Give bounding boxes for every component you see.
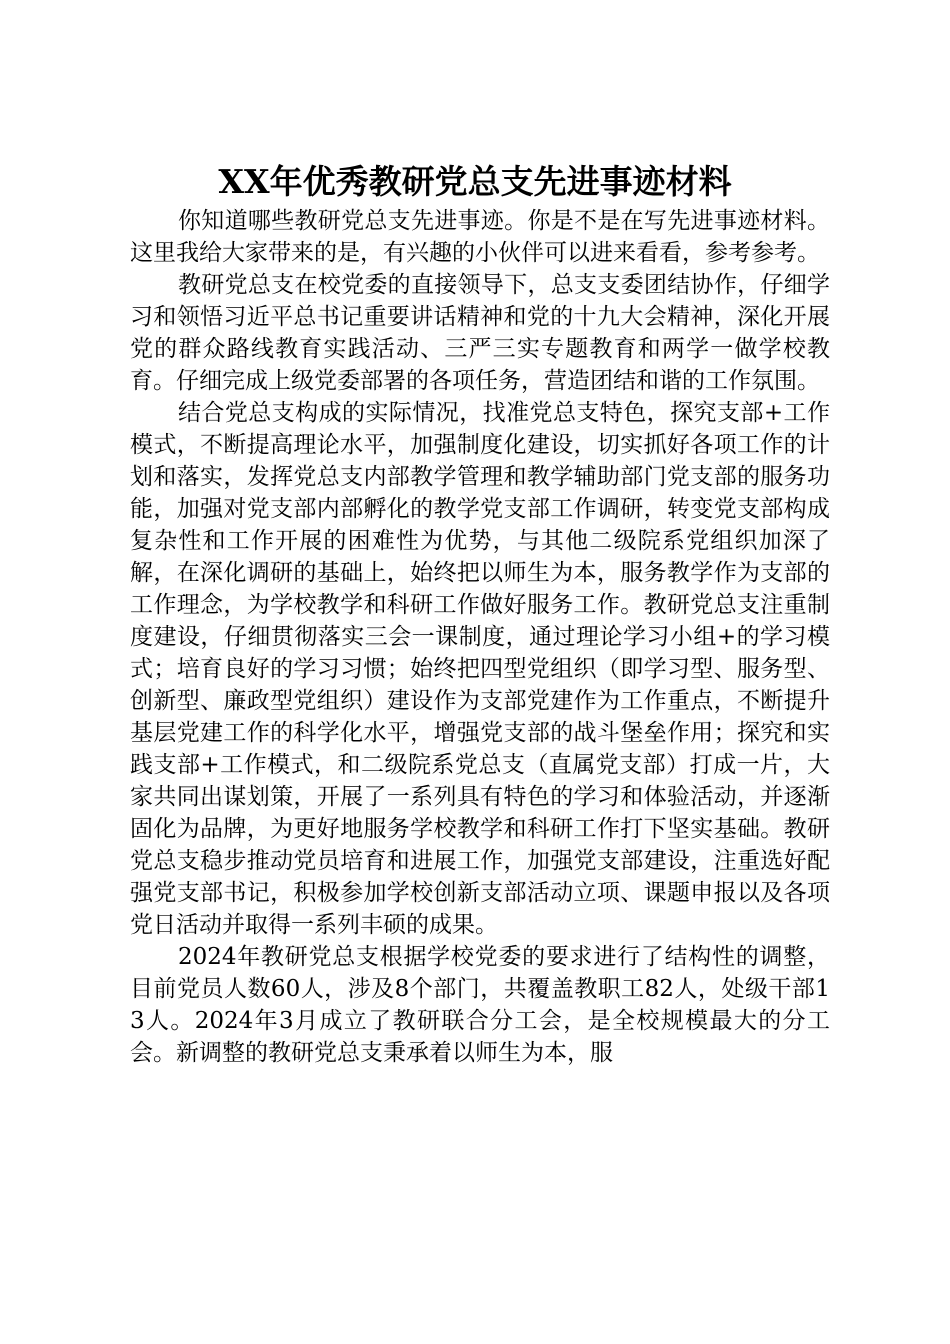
document-body <box>130 205 830 1069</box>
paragraph-restructure: 2024年教研党总支根据学校党委的要求进行了结构性的调整，目前党员人数60人，涉及8个部门，共覆盖教职工82人，处级干部13人。2024年3月成立了教研联合分工会，是全校规模最大的分工会。新调整的教研党总支秉承着以师生为本，服 <box>130 944 830 1066</box>
document-title: XX年优秀教研党总支先进事迹材料 <box>218 162 732 201</box>
paragraph-work-model: 结合党总支构成的实际情况，找准党总支特色，探究支部+工作模式，不断提高理论水平，加强制度化建设，切实抓好各项工作的计划和落实，发挥党总支内部教学管理和教学辅助部门党支部的服务功能，加强对党支部内部孵化的教学党支部工作调研，转变党支部构成复杂性和工作开展的困难性为优势，与其他二级院系党组织加深了解，在深化调研的基础上，始终把以师生为本，服务教学作为支部的工作理念，为学校教学和科研工作做好服务工作。教研党总支注重制度建设，仔细贯彻落实三会一课制度，通过理论学习小组+的学习模式；培育良好的学习习惯；始终把四型党组织（即学习型、服务型、创新型、廉政型党组织）建设作为支部党建作为工作重点，不断提升基层党建工作的科学化水平，增强党支部的战斗堡垒作用；探究和实践支部+工作模式，和二级院系党总支（直属党支部）打成一片，大家共同出谋划策，开展了一系列具有特色的学习和体验活动，并逐渐固化为品牌，为更好地服务学校教学和科研工作打下坚实基础。教研党总支稳步推动党员培育和进展工作，加强党支部建设，注重选好配强党支部书记，积极参加学校创新支部活动立项、课题申报以及各项党日活动并取得一系列丰硕的成果。 <box>130 400 830 938</box>
paragraph-leadership: 教研党总支在校党委的直接领导下，总支支委团结协作，仔细学习和领悟习近平总书记重要讲话精神和党的十九大会精神，深化开展党的群众路线教育实践活动、三严三实专题教育和两学一做学校教育。仔细完成上级党委部署的各项任务，营造团结和谐的工作氛围。 <box>130 272 830 394</box>
paragraph-intro: 你知道哪些教研党总支先进事迹。你是不是在写先进事迹材料。这里我给大家带来的是，有兴趣的小伙伴可以进来看看，参考参考。 <box>130 208 830 266</box>
